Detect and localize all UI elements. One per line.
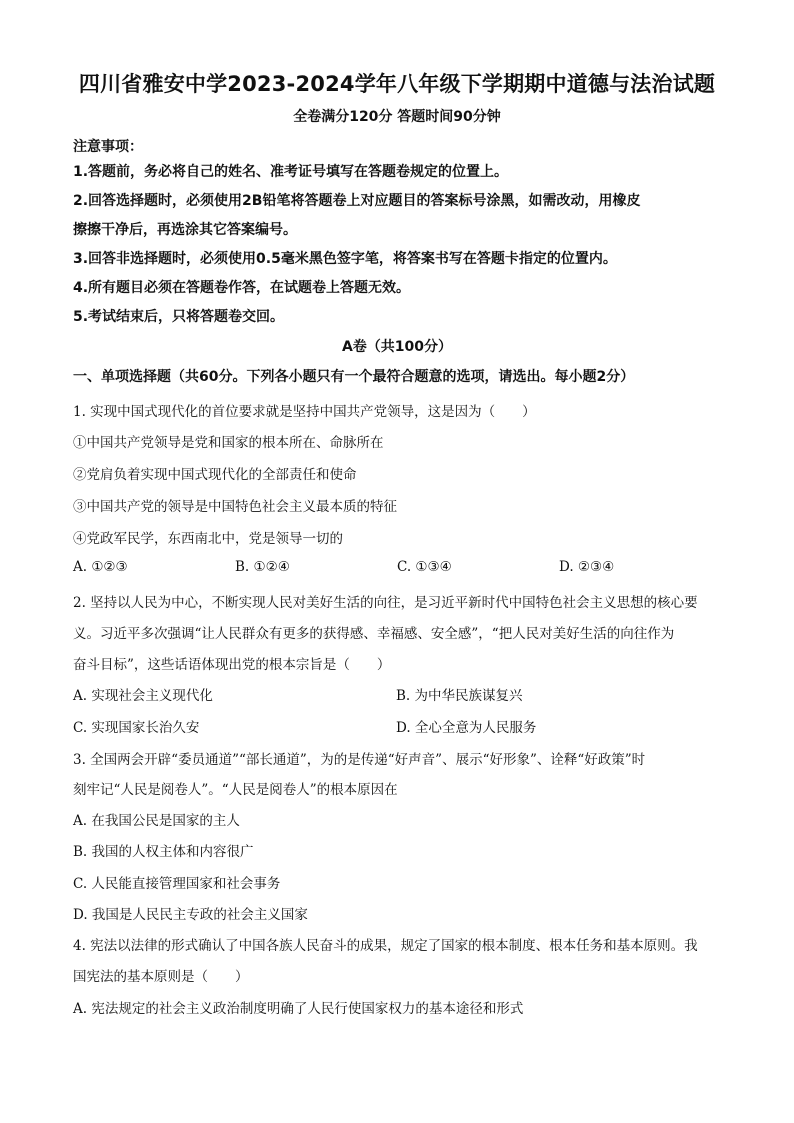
q1-options bbox=[73, 559, 733, 579]
q2-option-c: C. 实现国家长治久安 bbox=[73, 720, 200, 736]
q1-option-b: B. ①②④ bbox=[235, 559, 290, 575]
q1-statement: ①中国共产党领导是党和国家的根本所在、命脉所在 bbox=[73, 435, 384, 451]
q2-stem-line: 2. 坚持以人民为中心，不断实现人民对美好生活的向往，是习近平新时代中国特色社会主义思想的核心要 bbox=[73, 595, 698, 611]
part-one-heading: 一、单项选择题（共60分。下列各小题只有一个最符合题意的选项，请选出。每小题2分） bbox=[73, 369, 635, 385]
q2-option-b: B. 为中华民族谋复兴 bbox=[396, 688, 523, 704]
notice-heading: 注意事项： bbox=[73, 139, 143, 155]
exam-title: 四川省雅安中学2023-2024学年八年级下学期期中道德与法治试题 bbox=[78, 72, 716, 96]
q2-stem-line: 奋斗目标”，这些话语体现出党的根本宗旨是（ ） bbox=[73, 657, 391, 673]
q2-options-row-1 bbox=[73, 684, 733, 704]
notice-item: 4.所有题目必须在答题卷作答，在试题卷上答题无效。 bbox=[73, 280, 411, 296]
q1-stem: 1. 实现中国式现代化的首位要求就是坚持中国共产党领导，这是因为（ ） bbox=[73, 404, 536, 420]
notice-item: 3.回答非选择题时，必须使用0.5毫米黑色签字笔，将答案书写在答题卡指定的位置内。 bbox=[73, 251, 617, 267]
section-a-title: A卷（共100分） bbox=[341, 339, 453, 355]
notice-item: 1.答题前，务必将自己的姓名、准考证号填写在答题卷规定的位置上。 bbox=[73, 164, 509, 180]
notice-item: 2.回答选择题时，必须使用2B铅笔将答题卷上对应题目的答案标号涂黑，如需改动，用橡皮 bbox=[73, 193, 641, 209]
q1-option-c: C. ①③④ bbox=[397, 559, 452, 575]
q4-option-a: A. 宪法规定的社会主义政治制度明确了人民行使国家权力的基本途径和形式 bbox=[73, 1001, 524, 1017]
q1-option-a: A. ①②③ bbox=[73, 559, 128, 575]
q2-option-d: D. 全心全意为人民服务 bbox=[396, 720, 537, 736]
q2-options-row-2 bbox=[73, 716, 733, 736]
q3-option-c: C. 人民能直接管理国家和社会事务 bbox=[73, 876, 281, 892]
q2-stem-line: 义。习近平多次强调“让人民群众有更多的获得感、幸福感、安全感”，“把人民对美好生活的向往作为 bbox=[73, 626, 675, 642]
notice-list bbox=[73, 158, 723, 332]
q3-stem-line: 刻牢记“人民是阅卷人”。“人民是阅卷人”的根本原因在 bbox=[73, 782, 398, 798]
q1-statement: ③中国共产党的领导是中国特色社会主义最本质的特征 bbox=[73, 499, 397, 515]
q1-statement: ②党肩负着实现中国式现代化的全部责任和使命 bbox=[73, 467, 357, 483]
exam-subtitle: 全卷满分120分 答题时间90分钟 bbox=[293, 109, 501, 125]
q4-stem-line: 4. 宪法以法律的形式确认了中国各族人民奋斗的成果，规定了国家的根本制度、根本任务和基本原则。我 bbox=[73, 938, 698, 954]
q1-option-d: D. ②③④ bbox=[559, 559, 615, 575]
q3-option-d: D. 我国是人民民主专政的社会主义国家 bbox=[73, 907, 308, 923]
q2-option-a: A. 实现社会主义现代化 bbox=[73, 688, 213, 704]
q4-stem-line: 国宪法的基本原则是（ ） bbox=[73, 969, 249, 985]
q3-option-a: A. 在我国公民是国家的主人 bbox=[73, 813, 240, 829]
notice-item: 擦擦干净后，再选涂其它答案编号。 bbox=[73, 222, 297, 238]
notice-item: 5.考试结束后，只将答题卷交回。 bbox=[73, 309, 285, 325]
q3-option-b: B. 我国的人权主体和内容很广 bbox=[73, 844, 254, 860]
q1-statement: ④党政军民学，东西南北中，党是领导一切的 bbox=[73, 531, 343, 547]
q3-stem-line: 3. 全国两会开辟“委员通道”“部长通道”，为的是传递“好声音”、展示“好形象”、诠释“好政策”时 bbox=[73, 752, 646, 768]
